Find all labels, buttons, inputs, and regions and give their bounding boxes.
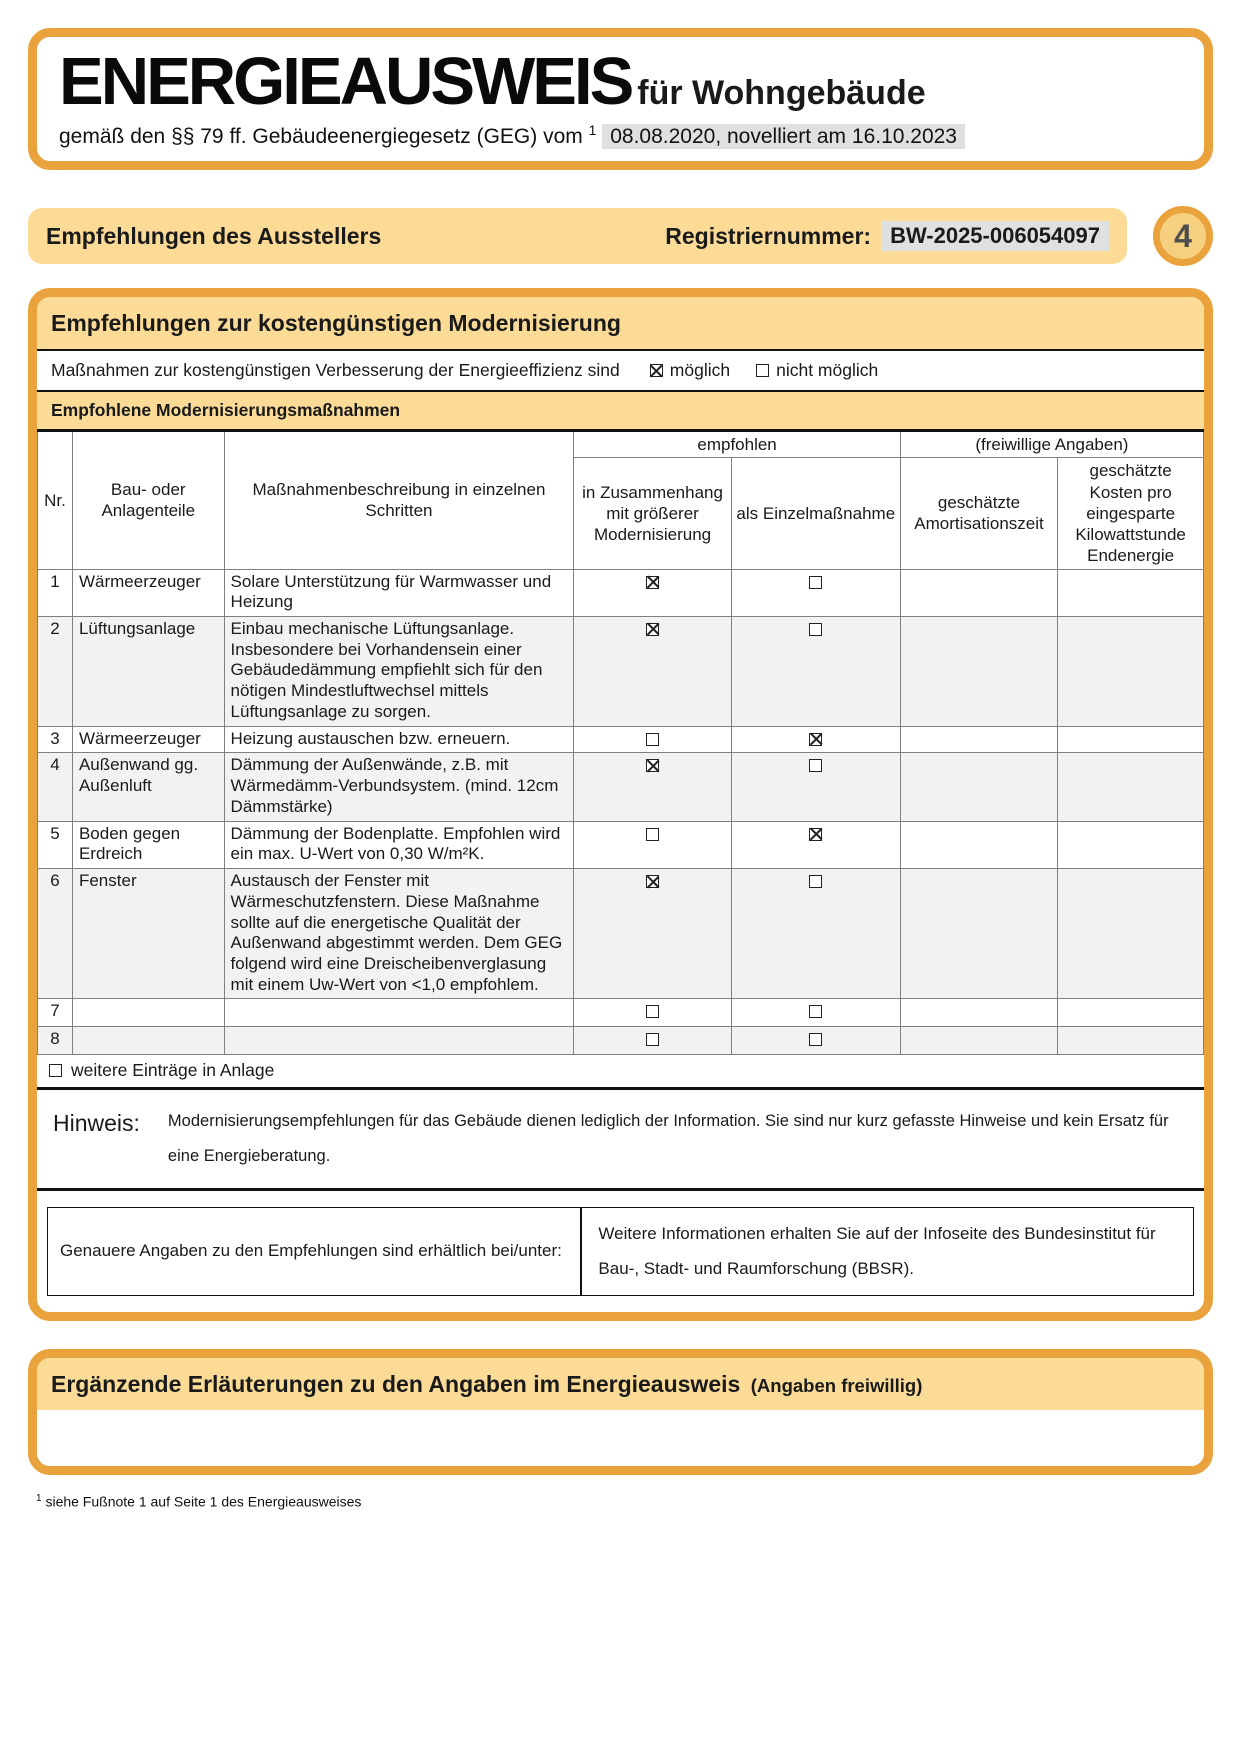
table-row <box>38 1027 1204 1055</box>
page-number-badge: 4 <box>1153 206 1213 266</box>
row-part <box>72 999 224 1027</box>
document-header <box>28 28 1213 170</box>
details-box <box>47 1207 1194 1296</box>
row-cost <box>1058 869 1204 999</box>
statement-text: Maßnahmen zur kostengünstigen Verbesserung der Energieeffizienz sind <box>51 360 620 380</box>
page-content <box>28 28 1213 1510</box>
table-row <box>38 999 1204 1027</box>
row-desc <box>224 999 574 1027</box>
row-desc: Dämmung der Außenwände, z.B. mit Wärmedämm-Verbundsystem. (mind. 12cm Dämmstärke) <box>224 753 574 821</box>
row-amortization <box>900 569 1057 616</box>
header-group-recommended: empfohlen <box>574 431 900 458</box>
with-mod-checkbox[interactable] <box>646 623 659 636</box>
footnote-marker: 1 <box>36 1493 42 1505</box>
header-amortization: geschätzte Amortisationszeit <box>900 458 1057 569</box>
supplement-title-band <box>37 1358 1204 1410</box>
row-amortization <box>900 753 1057 821</box>
row-nr: 5 <box>38 821 73 868</box>
single-checkbox[interactable] <box>809 623 822 636</box>
registry-label: Registriernummer: <box>665 222 872 249</box>
row-desc: Austausch der Fenster mit Wärmeschutzfenstern. Diese Maßnahme sollte auf die energetische Qualität der Außenwand abgestimmt werden. Dem GEG folgend wird eine Dreischeibenverglasung mit einem Uw-Wert von <1,0 empfohlem. <box>224 869 574 999</box>
row-nr: 2 <box>38 616 73 726</box>
row-part: Wärmeerzeuger <box>72 569 224 616</box>
band-title: Empfehlungen des Ausstellers <box>46 222 382 249</box>
possible-checkbox[interactable] <box>650 364 663 377</box>
registry-group <box>665 221 1109 251</box>
with-mod-checkbox[interactable] <box>646 576 659 589</box>
with-mod-checkbox[interactable] <box>646 875 659 888</box>
row-part: Wärmeerzeuger <box>72 726 224 753</box>
header-single-measure: als Einzelmaßnahme <box>731 458 900 569</box>
note-text: Modernisierungsempfehlungen für das Gebäude dienen lediglich der Information. Sie sind nur kurz gefasste Hinweise und kein Ersatz für eine Energieberatung. <box>167 1112 1169 1166</box>
note-label: Hinweis: <box>53 1110 140 1137</box>
row-nr: 6 <box>38 869 73 999</box>
page-footnote <box>36 1493 1213 1510</box>
row-part <box>72 1027 224 1055</box>
registry-value: BW-2025-006054097 <box>881 221 1109 251</box>
with-mod-checkbox[interactable] <box>646 828 659 841</box>
subtitle-text: gemäß den §§ 79 ff. Gebäudeenergiegesetz (GEG) vom <box>59 125 583 148</box>
with-mod-checkbox[interactable] <box>646 759 659 772</box>
subtitle-footnote-marker: 1 <box>588 122 597 138</box>
measures-table-header <box>38 431 1204 570</box>
row-desc: Dämmung der Bodenplatte. Empfohlen wird ein max. U-Wert von 0,30 W/m²K. <box>224 821 574 868</box>
single-checkbox[interactable] <box>809 875 822 888</box>
header-nr: Nr. <box>38 431 73 570</box>
document-title-suffix: für Wohngebäude <box>637 74 926 112</box>
row-amortization <box>900 821 1057 868</box>
subtitle-dates: 08.08.2020, novelliert am 16.10.2023 <box>602 124 965 149</box>
table-row <box>38 821 1204 868</box>
header-part: Bau- oder Anlagenteile <box>72 431 224 570</box>
row-nr: 7 <box>38 999 73 1027</box>
note-row <box>37 1090 1204 1190</box>
more-entries-label: weitere Einträge in Anlage <box>71 1060 275 1081</box>
statement-options <box>650 360 878 381</box>
supplement-content-area <box>37 1410 1204 1466</box>
single-checkbox[interactable] <box>809 1005 822 1018</box>
row-desc: Heizung austauschen bzw. erneuern. <box>224 726 574 753</box>
header-group-voluntary: (freiwillige Angaben) <box>900 431 1203 458</box>
modernization-section <box>28 288 1213 1321</box>
row-nr: 1 <box>38 569 73 616</box>
table-row <box>38 726 1204 753</box>
row-cost <box>1058 753 1204 821</box>
row-nr: 8 <box>38 1027 73 1055</box>
row-amortization <box>900 726 1057 753</box>
row-cost <box>1058 1027 1204 1055</box>
header-desc: Maßnahmenbeschreibung in einzelnen Schritten <box>224 431 574 570</box>
table-row <box>38 753 1204 821</box>
more-entries-checkbox[interactable] <box>49 1064 62 1077</box>
row-amortization <box>900 616 1057 726</box>
option-not-possible <box>756 360 878 381</box>
option-possible <box>650 360 730 381</box>
footnote-text: siehe Fußnote 1 auf Seite 1 des Energieausweises <box>45 1493 362 1510</box>
title-line <box>59 43 1184 120</box>
document-subtitle <box>59 122 1184 149</box>
row-cost <box>1058 999 1204 1027</box>
header-with-modernization: in Zusammenhang mit größerer Modernisierung <box>574 458 731 569</box>
row-nr: 4 <box>38 753 73 821</box>
row-part: Boden gegen Erdreich <box>72 821 224 868</box>
document-title: ENERGIEAUSWEIS <box>59 44 632 119</box>
with-mod-checkbox[interactable] <box>646 1033 659 1046</box>
row-desc <box>224 1027 574 1055</box>
issuer-recommendations-band <box>28 208 1127 264</box>
single-checkbox[interactable] <box>809 733 822 746</box>
supplement-section <box>28 1349 1213 1475</box>
row-cost <box>1058 569 1204 616</box>
table-row <box>38 869 1204 999</box>
row-part: Fenster <box>72 869 224 999</box>
details-value: Weitere Informationen erhalten Sie auf der Infoseite des Bundesinstitut für Bau-, Stadt- und Raumforschung (BBSR). <box>580 1208 1193 1295</box>
with-mod-checkbox[interactable] <box>646 1005 659 1018</box>
with-mod-checkbox[interactable] <box>646 733 659 746</box>
supplement-title: Ergänzende Erläuterungen zu den Angaben im Energieausweis <box>51 1371 741 1398</box>
measures-table <box>37 429 1204 1055</box>
row-part: Außenwand gg. Außenluft <box>72 753 224 821</box>
section-band-row <box>28 206 1213 266</box>
row-cost <box>1058 726 1204 753</box>
row-part: Lüftungsanlage <box>72 616 224 726</box>
table-row <box>38 569 1204 616</box>
single-checkbox[interactable] <box>809 828 822 841</box>
row-desc: Einbau mechanische Lüftungsanlage. Insbesondere bei Vorhandensein einer Gebäudedämmung empfiehlt sich für den nötigen Mindestluftwechsel mittels Lüftungsanlage zu sorgen. <box>224 616 574 726</box>
statement-row <box>37 351 1204 392</box>
row-amortization <box>900 999 1057 1027</box>
single-checkbox[interactable] <box>809 759 822 772</box>
possible-label: möglich <box>669 360 731 380</box>
row-cost <box>1058 821 1204 868</box>
header-cost: geschätzte Kosten pro eingesparte Kilowattstunde Endenergie <box>1058 458 1204 569</box>
supplement-title-suffix: (Angaben freiwillig) <box>750 1375 923 1397</box>
row-amortization <box>900 869 1057 999</box>
row-nr: 3 <box>38 726 73 753</box>
row-desc: Solare Unterstützung für Warmwasser und Heizung <box>224 569 574 616</box>
details-label: Genauere Angaben zu den Empfehlungen sind erhältlich bei/unter: <box>60 1241 562 1261</box>
single-checkbox[interactable] <box>809 576 822 589</box>
row-cost <box>1058 616 1204 726</box>
table-band-title: Empfohlene Modernisierungsmaßnahmen <box>37 392 1204 429</box>
table-row <box>38 616 1204 726</box>
not-possible-label: nicht möglich <box>776 360 879 380</box>
single-checkbox[interactable] <box>809 1033 822 1046</box>
row-amortization <box>900 1027 1057 1055</box>
modernization-title: Empfehlungen zur kostengünstigen Modernisierung <box>37 297 1204 351</box>
more-entries-row <box>37 1055 1204 1090</box>
not-possible-checkbox[interactable] <box>756 364 769 377</box>
